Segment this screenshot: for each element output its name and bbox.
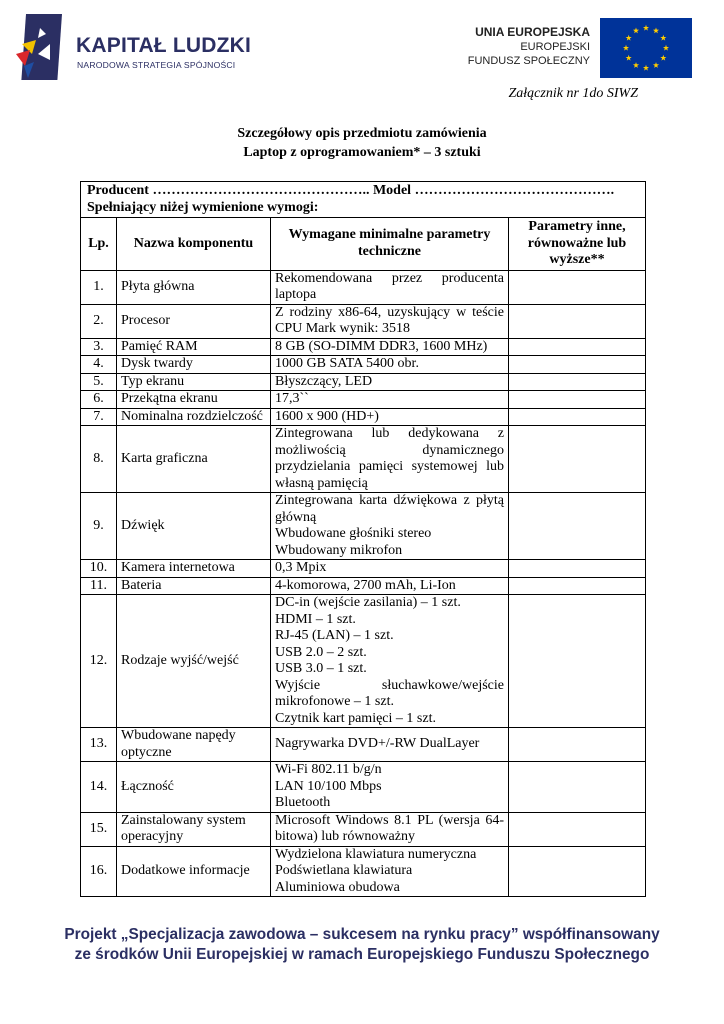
- parameter-line: 1600 x 900 (HD+): [275, 408, 379, 424]
- project-footer: [0, 925, 724, 965]
- kapital-ludzki-subtitle: NARODOWA STRATEGIA SPÓJNOŚCI: [77, 60, 236, 70]
- table-row: [81, 373, 646, 391]
- table-row: [81, 304, 646, 338]
- header-other: Parametry inne, równoważne lub wyższe**: [509, 218, 646, 271]
- other-parameters-cell: [509, 338, 646, 356]
- eu-logo: [446, 18, 692, 80]
- row-number: 1.: [81, 270, 117, 304]
- parameter-line: USB 3.0 – 1 szt.: [275, 661, 367, 676]
- table-row: [81, 595, 646, 728]
- row-number: 14.: [81, 762, 117, 813]
- required-parameters: [271, 577, 509, 595]
- component-name: Przekątna ekranu: [117, 391, 271, 409]
- table-row: [81, 338, 646, 356]
- component-name: Rodzaje wyjść/wejść: [117, 595, 271, 728]
- parameter-line: Zintegrowana karta dźwiękowa z płytą główną: [275, 493, 504, 525]
- component-name: Zainstalowany system operacyjny: [117, 812, 271, 846]
- eu-logo-line3: FUNDUSZ SPOŁECZNY: [467, 55, 590, 67]
- required-parameters: [271, 391, 509, 409]
- eu-logo-line2: EUROPEJSKI: [520, 41, 590, 53]
- row-number: 2.: [81, 304, 117, 338]
- required-parameters: [271, 560, 509, 578]
- required-parameters: [271, 408, 509, 426]
- row-number: 12.: [81, 595, 117, 728]
- component-name: Karta graficzna: [117, 426, 271, 493]
- other-parameters-cell: [509, 728, 646, 762]
- other-parameters-cell: [509, 560, 646, 578]
- parameter-line: Rekomendowana przez producenta laptopa: [275, 270, 504, 302]
- row-number: 15.: [81, 812, 117, 846]
- parameter-line: Z rodziny x86-64, uzyskujący w teście CPU Mark wynik: 3518: [275, 304, 504, 336]
- row-number: 11.: [81, 577, 117, 595]
- table-row: [81, 728, 646, 762]
- footer-line1: Projekt „Specjalizacja zawodowa – sukcesem na rynku pracy” współfinansowany: [64, 926, 660, 943]
- table-header-row: [81, 218, 646, 271]
- producer-cell: [81, 182, 646, 218]
- header-required: Wymagane minimalne parametry techniczne: [271, 218, 509, 271]
- required-parameters: [271, 304, 509, 338]
- table-row: [81, 577, 646, 595]
- parameter-line: Czytnik kart pamięci – 1 szt.: [275, 710, 436, 726]
- table-row: [81, 560, 646, 578]
- component-name: Pamięć RAM: [117, 338, 271, 356]
- parameter-line: 17,3``: [275, 391, 309, 406]
- parameter-line: HDMI – 1 szt.: [275, 611, 356, 627]
- other-parameters-cell: [509, 493, 646, 560]
- row-number: 4.: [81, 356, 117, 374]
- kapital-ludzki-logo: [16, 14, 252, 84]
- document-title: [0, 124, 724, 162]
- parameter-line: Wydzielona klawiatura numeryczna: [275, 846, 477, 862]
- required-parameters: [271, 338, 509, 356]
- other-parameters-cell: [509, 408, 646, 426]
- header-lp: Lp.: [81, 218, 117, 271]
- parameter-line: Podświetlana klawiatura: [275, 863, 413, 878]
- table-row: [81, 408, 646, 426]
- other-parameters-cell: [509, 304, 646, 338]
- component-name: Procesor: [117, 304, 271, 338]
- parameter-line: Zintegrowana lub dedykowana z możliwością dynamicznego przydzielania pamięci systemowej lub własną pamięcią: [275, 426, 504, 491]
- table-row: [81, 762, 646, 813]
- table-row: [81, 846, 646, 897]
- kapital-ludzki-title: KAPITAŁ LUDZKI: [76, 34, 252, 57]
- parameter-line: 1000 GB SATA 5400 obr.: [275, 356, 419, 371]
- row-number: 7.: [81, 408, 117, 426]
- parameter-line: Błyszczący, LED: [275, 373, 373, 389]
- row-number: 10.: [81, 560, 117, 578]
- document-title-line1: Szczegółowy opis przedmiotu zamówienia: [237, 126, 487, 141]
- other-parameters-cell: [509, 426, 646, 493]
- parameter-line: Wyjście słuchawkowe/wejście mikrofonowe – 1 szt.: [275, 677, 504, 709]
- other-parameters-cell: [509, 812, 646, 846]
- row-number: 3.: [81, 338, 117, 356]
- component-name: Dysk twardy: [117, 356, 271, 374]
- parameter-line: 0,3 Mpix: [275, 560, 327, 575]
- eu-flag-icon: [600, 18, 692, 78]
- table-row: [81, 426, 646, 493]
- eu-logo-text: [468, 24, 590, 68]
- parameter-line: Microsoft Windows 8.1 PL (wersja 64-bitowa) lub równoważny: [275, 812, 504, 844]
- component-name: Dodatkowe informacje: [117, 846, 271, 897]
- annex-label: Załącznik nr 1do SIWZ: [508, 86, 638, 101]
- table-row: [81, 493, 646, 560]
- specification-table: [80, 181, 645, 897]
- other-parameters-cell: [509, 595, 646, 728]
- parameter-line: Wbudowane głośniki stereo: [275, 526, 432, 541]
- parameter-line: 4-komorowa, 2700 mAh, Li-Ion: [275, 577, 456, 593]
- required-parameters: [271, 595, 509, 728]
- producer-model-line: Producent ……………………………………….. Model …………………………………….: [87, 183, 615, 198]
- parameter-line: 8 GB (SO-DIMM DDR3, 1600 MHz): [275, 338, 488, 354]
- row-number: 13.: [81, 728, 117, 762]
- other-parameters-cell: [509, 577, 646, 595]
- required-parameters: [271, 846, 509, 897]
- document-title-line2: Laptop z oprogramowaniem* – 3 sztuki: [243, 145, 481, 160]
- parameter-line: RJ-45 (LAN) – 1 szt.: [275, 628, 394, 643]
- producer-row: [81, 182, 646, 218]
- row-number: 6.: [81, 391, 117, 409]
- component-name: Wbudowane napędy optyczne: [117, 728, 271, 762]
- parameter-line: Bluetooth: [275, 795, 331, 810]
- row-number: 16.: [81, 846, 117, 897]
- row-number: 5.: [81, 373, 117, 391]
- other-parameters-cell: [509, 356, 646, 374]
- component-name: Typ ekranu: [117, 373, 271, 391]
- footer-line2: ze środków Unii Europejskiej w ramach Europejskiego Funduszu Społecznego: [74, 946, 650, 963]
- other-parameters-cell: [509, 846, 646, 897]
- parameter-line: Aluminiowa obudowa: [275, 879, 400, 895]
- other-parameters-cell: [509, 762, 646, 813]
- component-name: Łączność: [117, 762, 271, 813]
- eu-logo-line1: UNIA EUROPEJSKA: [475, 25, 590, 39]
- parameter-line: Wbudowany mikrofon: [275, 542, 403, 558]
- component-name: Kamera internetowa: [117, 560, 271, 578]
- table-row: [81, 812, 646, 846]
- required-parameters: [271, 270, 509, 304]
- required-parameters: [271, 812, 509, 846]
- row-number: 8.: [81, 426, 117, 493]
- other-parameters-cell: [509, 270, 646, 304]
- other-parameters-cell: [509, 391, 646, 409]
- requirements-intro: Spełniający niżej wymienione wymogi:: [87, 199, 319, 215]
- parameter-line: Wi-Fi 802.11 b/g/n: [275, 762, 382, 777]
- required-parameters: [271, 728, 509, 762]
- required-parameters: [271, 356, 509, 374]
- row-number: 9.: [81, 493, 117, 560]
- table-row: [81, 391, 646, 409]
- component-name: Nominalna rozdzielczość: [117, 408, 271, 426]
- table-row: [81, 270, 646, 304]
- parameter-line: LAN 10/100 Mbps: [275, 778, 382, 794]
- parameter-line: DC-in (wejście zasilania) – 1 szt.: [275, 595, 461, 610]
- component-name: Płyta główna: [117, 270, 271, 304]
- table-row: [81, 356, 646, 374]
- required-parameters: [271, 762, 509, 813]
- parameter-line: USB 2.0 – 2 szt.: [275, 644, 367, 660]
- required-parameters: [271, 493, 509, 560]
- required-parameters: [271, 426, 509, 493]
- header-component: Nazwa komponentu: [117, 218, 271, 271]
- required-parameters: [271, 373, 509, 391]
- component-name: Dźwięk: [117, 493, 271, 560]
- component-name: Bateria: [117, 577, 271, 595]
- other-parameters-cell: [509, 373, 646, 391]
- kapital-ludzki-logo-icon: [16, 14, 64, 82]
- parameter-line: Nagrywarka DVD+/-RW DualLayer: [275, 736, 480, 752]
